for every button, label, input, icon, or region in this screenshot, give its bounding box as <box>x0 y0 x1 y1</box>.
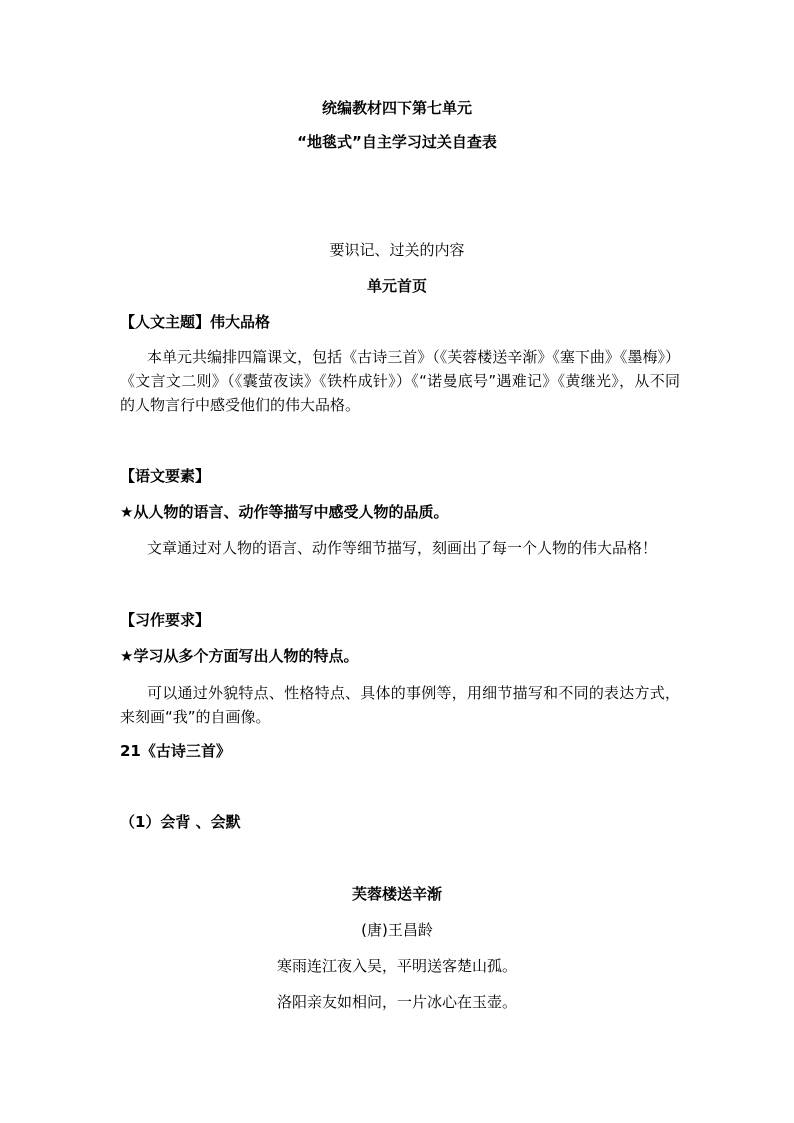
theme-heading: 【人文主题】伟大品格 <box>120 313 271 331</box>
writing-paragraph: 可以通过外貌特点、性格特点、具体的事例等，用细节描写和不同的表达方式， 来刻画“我”的自画像。 <box>120 684 680 726</box>
document-subtitle: “地毯式”自主学习过关自查表 <box>297 133 497 151</box>
section-title: 单元首页 <box>366 277 427 295</box>
content-label: 要识记、过关的内容 <box>329 241 465 259</box>
poem-line: 洛阳亲友如相问，一片冰心在玉壶。 <box>276 993 517 1011</box>
poem-line: 寒雨连江夜入吴，平明送客楚山孤。 <box>276 957 517 975</box>
language-elements-paragraph: 文章通过对人物的语言、动作等细节描写，刻画出了每一个人物的伟大品格！ <box>147 539 658 557</box>
writing-heading: 【习作要求】 <box>120 611 211 629</box>
poem-author: (唐)王昌龄 <box>361 921 433 939</box>
writing-point: ★学习从多个方面写出人物的特点。 <box>120 647 359 665</box>
poem-title: 芙蓉楼送辛渐 <box>351 885 442 903</box>
document-title: 统编教材四下第七单元 <box>321 99 472 117</box>
language-elements-heading: 【语文要素】 <box>120 467 211 485</box>
language-elements-point: ★从人物的语言、动作等描写中感受人物的品质。 <box>120 503 449 521</box>
lesson-task: （1）会背 、会默 <box>120 813 241 831</box>
lesson-title: 21《古诗三首》 <box>120 742 231 760</box>
theme-paragraph: 本单元共编排四篇课文，包括《古诗三首》（《芙蓉楼送辛渐》《塞下曲》《墨梅》）《文言文二则》（《囊萤夜读》《铁杵成针》）《“诺曼底号”遇难记》《黄继光》，从不同的人物言行中感受他们的伟大品格。 <box>120 348 680 414</box>
